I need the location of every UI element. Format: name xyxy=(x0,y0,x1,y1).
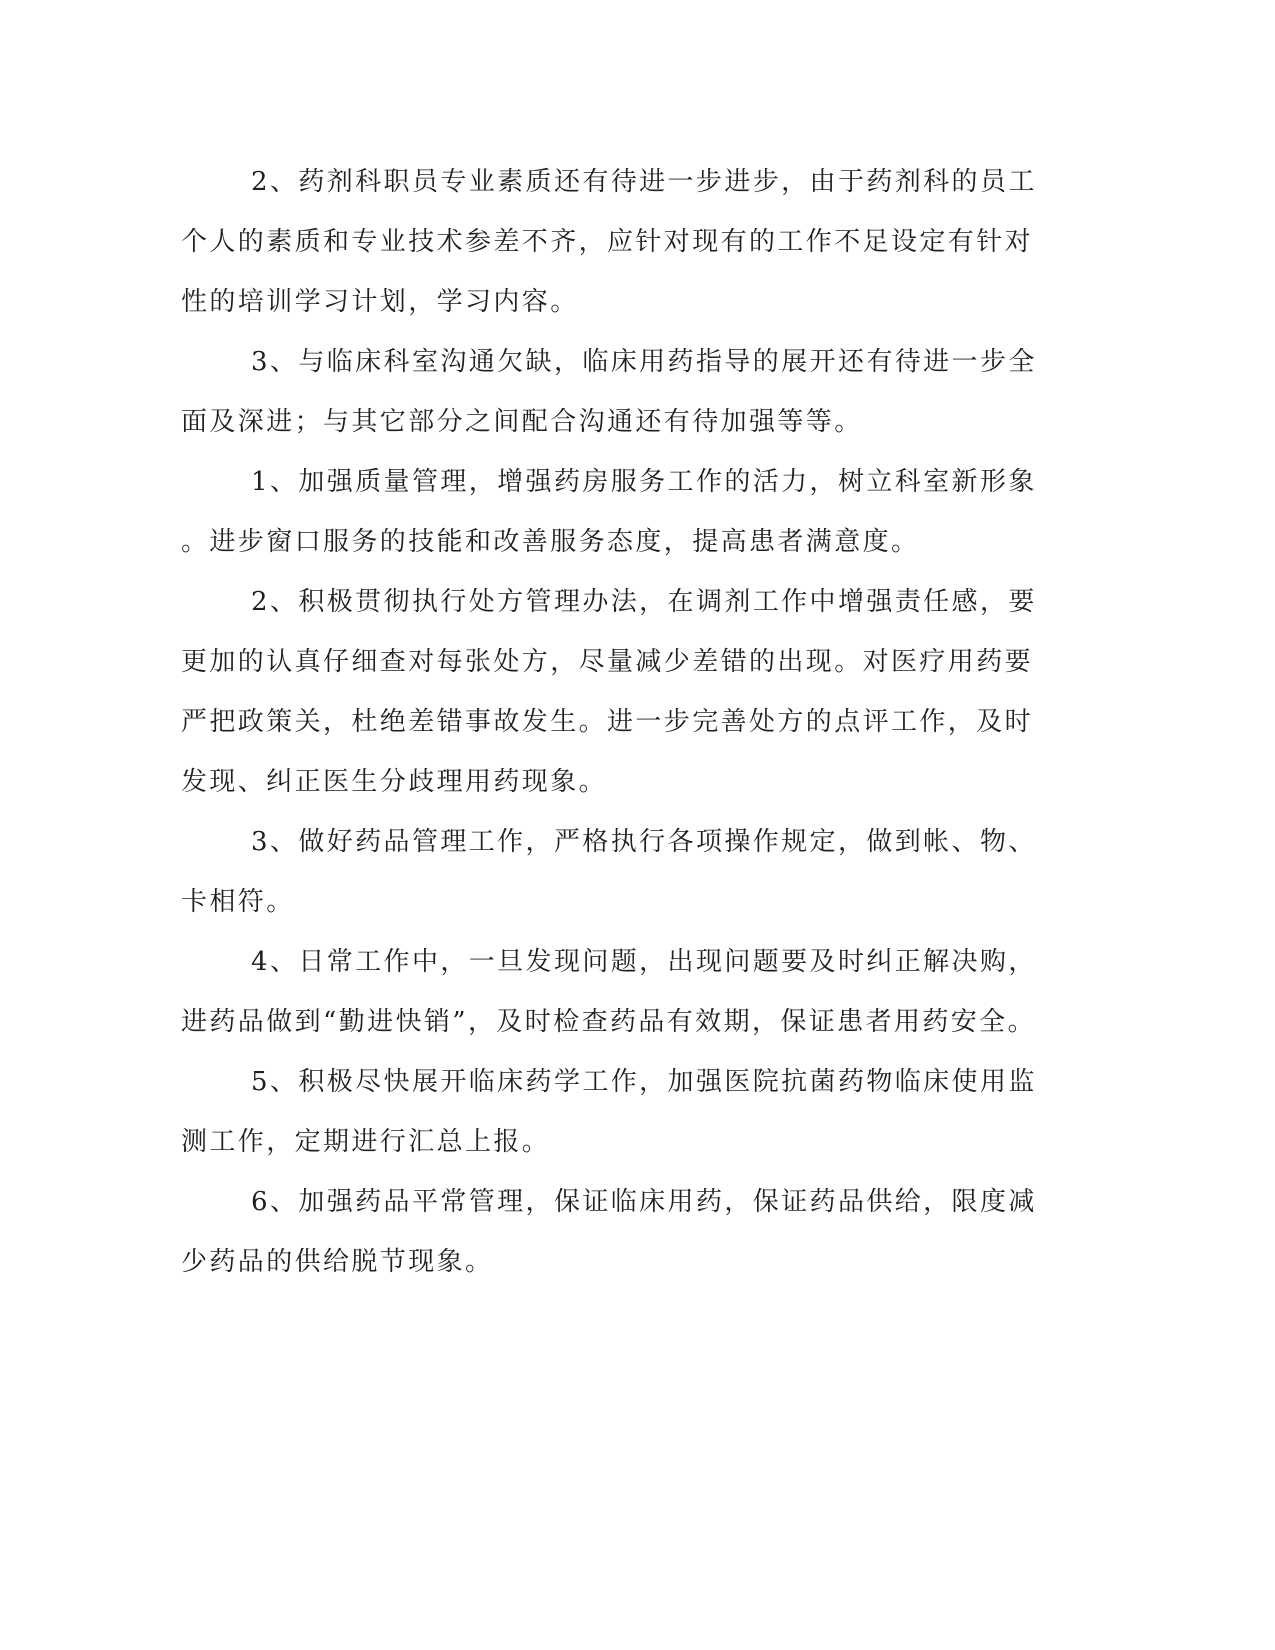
paragraph-2-staff-quality xyxy=(181,152,1037,332)
text-line: 。进步窗口服务的技能和改善服务态度，提高患者满意度。 xyxy=(181,527,920,557)
text-line: 3、做好药品管理工作，严格执行各项操作规定，做到帐、物、 xyxy=(251,827,1037,857)
paragraph-3-drug-management xyxy=(181,812,1037,932)
text-line: 4、日常工作中，一旦发现问题，出现问题要及时纠正解决购， xyxy=(251,947,1037,977)
text-line: 个人的素质和专业技术参差不齐，应针对现有的工作不足设定有针对 xyxy=(181,227,1034,257)
text-line: 5、积极尽快展开临床药学工作，加强医院抗菌药物临床使用监 xyxy=(251,1067,1037,1097)
text-line: 面及深进；与其它部分之间配合沟通还有待加强等等。 xyxy=(181,407,863,437)
text-line: 卡相符。 xyxy=(181,887,295,917)
text-line: 6、加强药品平常管理，保证临床用药，保证药品供给，限度减 xyxy=(251,1187,1037,1217)
text-line: 进药品做到“勤进快销”，及时检查药品有效期，保证患者用药安全。 xyxy=(181,1007,1036,1037)
text-line: 2、药剂科职员专业素质还有待进一步进步，由于药剂科的员工 xyxy=(251,167,1037,197)
paragraph-2-prescription-management xyxy=(181,572,1037,812)
paragraph-3-clinical-communication xyxy=(181,332,1037,452)
paragraph-1-quality-management xyxy=(181,452,1037,572)
text-line: 3、与临床科室沟通欠缺，临床用药指导的展开还有待进一步全 xyxy=(251,347,1037,377)
paragraph-5-clinical-pharmacy xyxy=(181,1052,1037,1172)
text-line: 严把政策关，杜绝差错事故发生。进一步完善处方的点评工作，及时 xyxy=(181,707,1034,737)
text-line: 更加的认真仔细查对每张处方，尽量减少差错的出现。对医疗用药要 xyxy=(181,647,1034,677)
paragraph-6-supply-management xyxy=(181,1172,1037,1292)
text-line: 少药品的供给脱节现象。 xyxy=(181,1247,494,1277)
text-line: 性的培训学习计划，学习内容。 xyxy=(181,287,579,317)
text-line: 测工作，定期进行汇总上报。 xyxy=(181,1127,551,1157)
document-body xyxy=(181,152,1037,1292)
text-line: 1、加强质量管理，增强药房服务工作的活力，树立科室新形象 xyxy=(251,467,1037,497)
text-line: 发现、纠正医生分歧理用药现象。 xyxy=(181,767,608,797)
paragraph-4-daily-work xyxy=(181,932,1037,1052)
text-line: 2、积极贯彻执行处方管理办法，在调剂工作中增强责任感，要 xyxy=(251,587,1037,617)
